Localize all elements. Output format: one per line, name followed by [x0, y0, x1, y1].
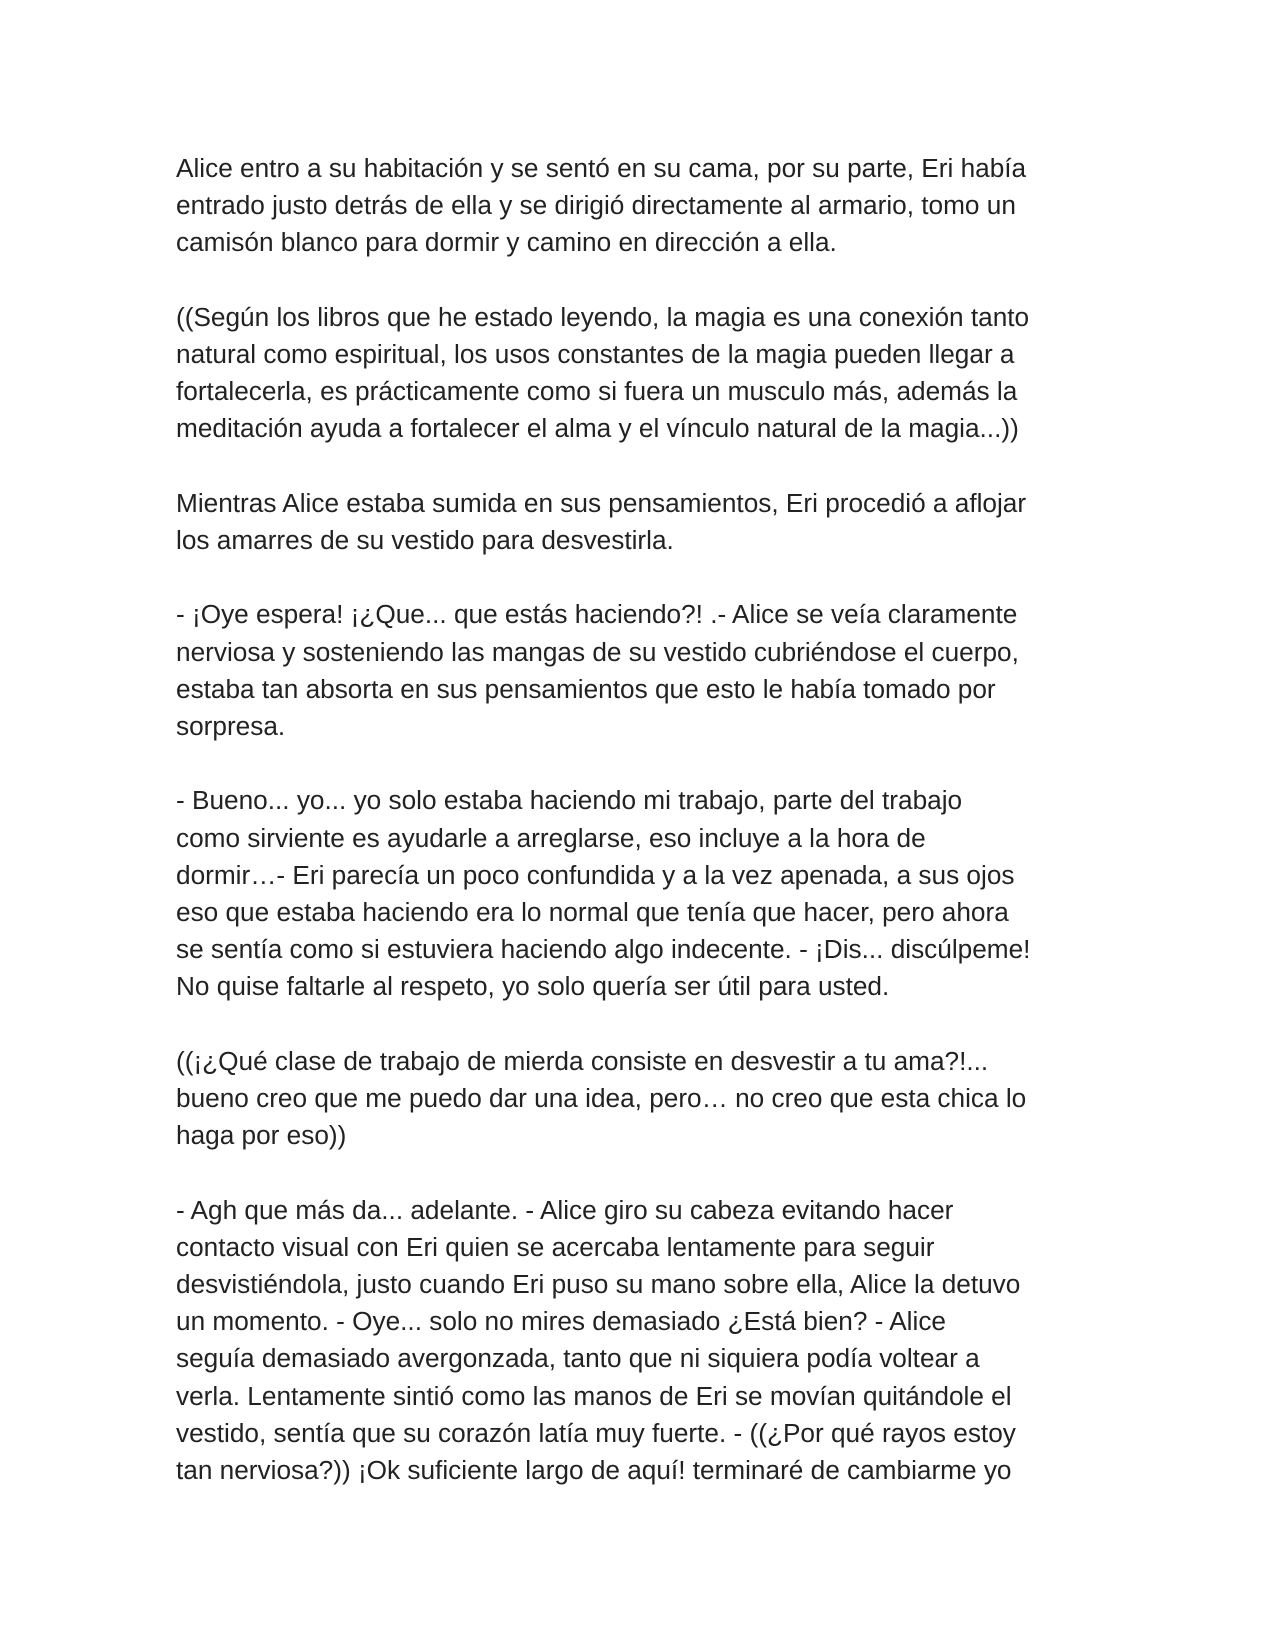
text-line: ((Según los libros que he estado leyendo, la magia es una conexión tanto: [176, 301, 1030, 332]
text-line: entrado justo detrás de ella y se dirigió directamente al armario, tomo un: [176, 190, 1016, 221]
text-line: Mientras Alice estaba sumida en sus pensamientos, Eri procedió a aflojar: [176, 487, 1027, 518]
text-line: como sirviente es ayudarle a arreglarse, eso incluye a la hora de: [176, 822, 926, 853]
text-line: tan nerviosa?)) ¡Ok suficiente largo de aquí! terminaré de cambiarme yo: [176, 1455, 1012, 1486]
paragraph-4: [176, 596, 1096, 745]
text-line: meditación ayuda a fortalecer el alma y el vínculo natural de la magia...)): [176, 413, 1019, 444]
text-line: haga por eso)): [176, 1120, 347, 1151]
text-line: No quise faltarle al respeto, yo solo quería ser útil para usted.: [176, 971, 890, 1002]
paragraph-1: [176, 150, 1096, 262]
text-line: - Bueno... yo... yo solo estaba haciendo mi trabajo, parte del trabajo: [176, 785, 963, 816]
paragraph-2: [176, 299, 1096, 448]
paragraph-7: [176, 1192, 1096, 1490]
document-body: [176, 150, 1096, 1526]
text-line: natural como espiritual, los usos constantes de la magia pueden llegar a: [176, 339, 1015, 369]
text-line: fortalecerla, es prácticamente como si fuera un musculo más, además la: [176, 376, 1018, 407]
text-line: seguía demasiado avergonzada, tanto que ni siquiera podía voltear a: [176, 1343, 980, 1374]
text-line: camisón blanco para dormir y camino en dirección a ella.: [176, 227, 837, 258]
text-line: se sentía como si estuviera haciendo algo indecente. - ¡Dis... discúlpeme!: [176, 934, 1031, 965]
text-line: sorpresa.: [176, 711, 286, 741]
paragraph-3: [176, 485, 1096, 559]
text-line: verla. Lentamente sintió como las manos de Eri se movían quitándole el: [176, 1380, 1012, 1411]
text-line: los amarres de su vestido para desvestirla.: [176, 525, 674, 555]
text-line: estaba tan absorta en sus pensamientos que esto le había tomado por: [176, 673, 996, 704]
text-line: Alice entro a su habitación y se sentó en su cama, por su parte, Eri había: [176, 153, 1027, 183]
paragraph-6: [176, 1043, 1096, 1155]
paragraph-5: [176, 782, 1096, 1005]
text-line: eso que estaba haciendo era lo normal que tenía que hacer, pero ahora: [176, 897, 1009, 927]
text-line: - Agh que más da... adelante. - Alice giro su cabeza evitando hacer: [176, 1194, 954, 1225]
text-line: vestido, sentía que su corazón latía muy fuerte. - ((¿Por qué rayos estoy: [176, 1417, 1016, 1448]
text-line: contacto visual con Eri quien se acercaba lentamente para seguir: [176, 1231, 935, 1262]
text-line: - ¡Oye espera! ¡¿Que... que estás haciendo?! .- Alice se veía claramente: [176, 599, 1018, 630]
text-line: un momento. - Oye... solo no mires demasiado ¿Está bien? - Alice: [176, 1306, 946, 1337]
text-line: desvistiéndola, justo cuando Eri puso su mano sobre ella, Alice la detuvo: [176, 1269, 1021, 1299]
text-line: bueno creo que me puedo dar una idea, pero… no creo que esta chica lo: [176, 1083, 1027, 1113]
text-line: ((¡¿Qué clase de trabajo de mierda consiste en desvestir a tu ama?!...: [176, 1045, 989, 1076]
text-line: dormir…- Eri parecía un poco confundida y a la vez apenada, a sus ojos: [176, 859, 1015, 890]
text-line: nerviosa y sosteniendo las mangas de su vestido cubriéndose el cuerpo,: [176, 636, 1019, 667]
